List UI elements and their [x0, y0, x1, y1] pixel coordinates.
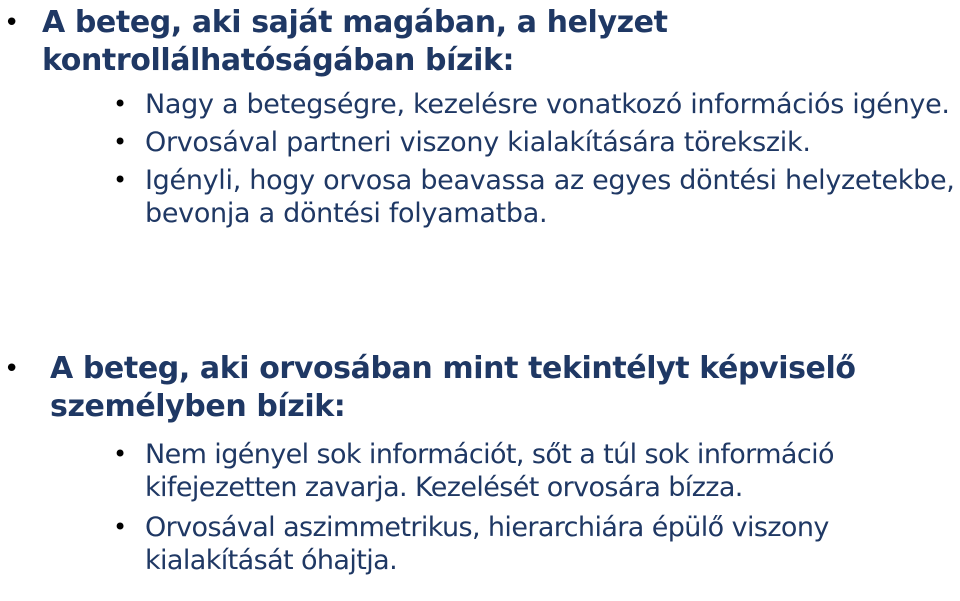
- section-heading: [0, 350, 960, 426]
- bullet-list: [0, 88, 960, 230]
- list-item: [0, 438, 960, 504]
- bullet-icon: •: [113, 513, 127, 541]
- bullet-icon: •: [113, 128, 127, 156]
- list-item: [0, 126, 960, 159]
- section-authority-trusting-patient: [0, 350, 960, 577]
- bullet-icon: •: [4, 354, 19, 384]
- section-heading-text: A beteg, aki orvosában mint tekintélyt képviselő személyben bízik:: [50, 351, 856, 424]
- list-item-text: Orvosával partneri viszony kialakítására törekszik.: [145, 127, 811, 158]
- section-heading: [0, 4, 960, 80]
- list-item-text: Nagy a betegségre, kezelésre vonatkozó információs igénye.: [145, 89, 950, 120]
- bullet-icon: •: [113, 90, 127, 118]
- list-item-text: Igényli, hogy orvosa beavassa az egyes döntési helyzetekbe, bevonja a döntési folyamatba.: [145, 165, 955, 229]
- bullet-icon: •: [4, 8, 19, 38]
- list-item-text: Orvosával aszimmetrikus, hierarchiára épülő viszony kialakítását óhajtja.: [145, 512, 829, 576]
- list-item: [0, 511, 960, 577]
- bullet-list: [0, 438, 960, 577]
- bullet-icon: •: [113, 166, 127, 194]
- list-item-text: Nem igényel sok információt, sőt a túl sok információ kifejezetten zavarja. Kezelését orvosára bízza.: [145, 439, 834, 503]
- section-self-reliant-patient: [0, 4, 960, 230]
- list-item: [0, 88, 960, 121]
- section-heading-text: A beteg, aki saját magában, a helyzet kontrollálhatóságában bízik:: [42, 5, 668, 78]
- list-item: [0, 164, 960, 230]
- bullet-icon: •: [113, 440, 127, 468]
